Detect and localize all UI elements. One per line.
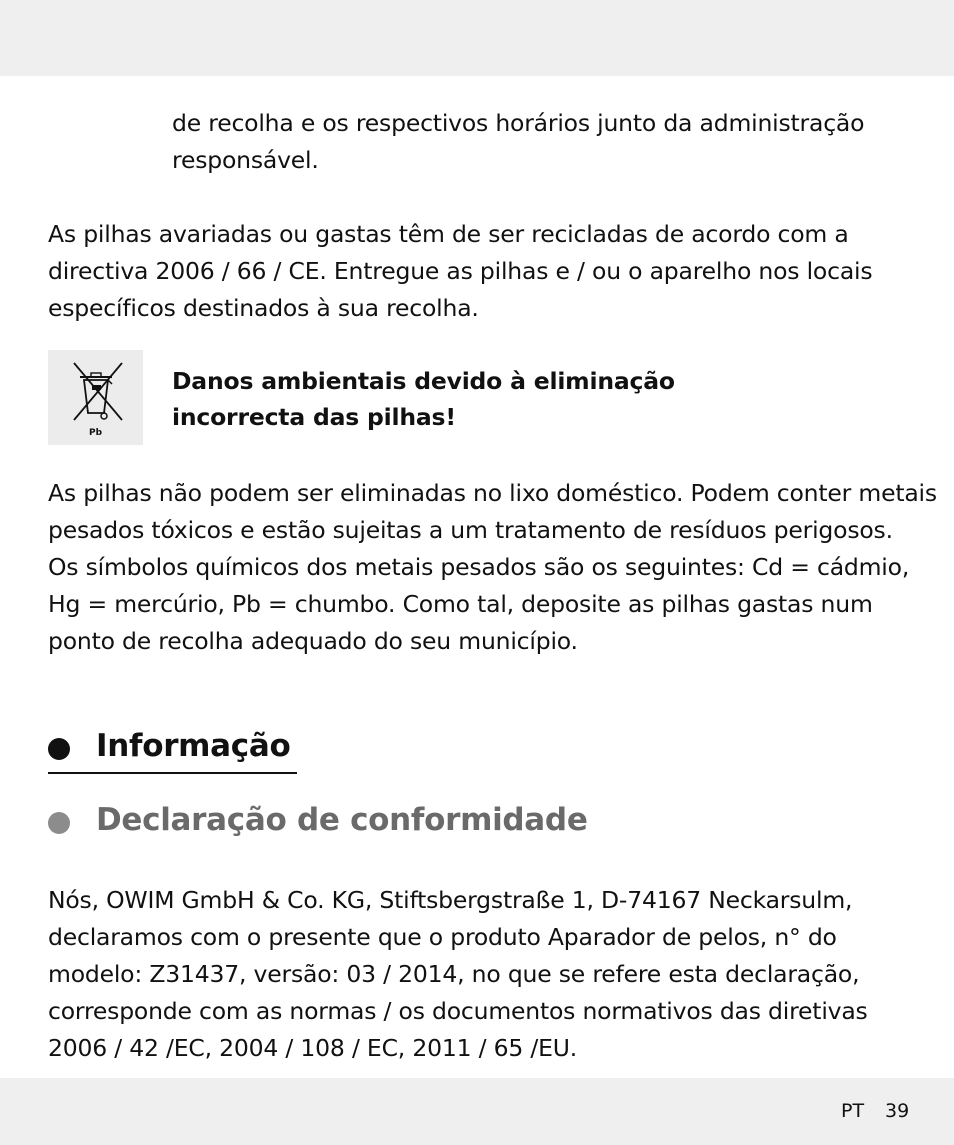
text-line: modelo: Z31437, versão: 03 / 2014, no que se refere esta declaração, xyxy=(48,960,860,988)
continuation-paragraph xyxy=(172,105,912,179)
text-line: de recolha e os respectivos horários junto da administração xyxy=(172,109,865,137)
text-line: ponto de recolha adequado do seu município. xyxy=(48,627,578,655)
declaration-heading: Declaração de conformidade xyxy=(96,802,588,838)
heading-underline xyxy=(48,772,297,774)
environmental-warning xyxy=(172,363,872,435)
text-line: Os símbolos químicos dos metais pesados são os seguintes: Cd = cádmio, xyxy=(48,553,910,581)
header-band xyxy=(0,0,954,76)
section-bullet-icon xyxy=(48,738,70,760)
text-line: corresponde com as normas / os documentos normativos das diretivas xyxy=(48,997,868,1025)
text-line: directiva 2006 / 66 / CE. Entregue as pilhas e / ou o aparelho nos locais xyxy=(48,257,873,285)
declaration-paragraph xyxy=(48,882,928,1067)
text-line: responsável. xyxy=(172,146,319,174)
page-number: 39 xyxy=(885,1100,910,1122)
crossed-out-wheelie-bin-icon xyxy=(48,350,143,445)
footer-band xyxy=(0,1078,954,1145)
text-line: Nós, OWIM GmbH & Co. KG, Stiftsbergstraße 1, D-74167 Neckarsulm, xyxy=(48,886,853,914)
warning-line: incorrecta das pilhas! xyxy=(172,403,456,431)
heavy-metals-paragraph xyxy=(48,475,937,660)
subsection-bullet-icon xyxy=(48,812,70,834)
text-line: específicos destinados à sua recolha. xyxy=(48,294,479,322)
text-line: As pilhas não podem ser eliminadas no lixo doméstico. Podem conter metais xyxy=(48,479,937,507)
text-line: Hg = mercúrio, Pb = chumbo. Como tal, deposite as pilhas gastas num xyxy=(48,590,873,618)
text-line: pesados tóxicos e estão sujeitas a um tratamento de resíduos perigosos. xyxy=(48,516,893,544)
battery-recycling-paragraph xyxy=(48,216,918,327)
text-line: As pilhas avariadas ou gastas têm de ser recicladas de acordo com a xyxy=(48,220,849,248)
footer-language: PT xyxy=(841,1100,865,1122)
pb-label: Pb xyxy=(88,428,103,438)
text-line: declaramos com o presente que o produto Aparador de pelos, n° do xyxy=(48,923,837,951)
information-heading: Informação xyxy=(96,728,291,764)
warning-line: Danos ambientais devido à eliminação xyxy=(172,367,675,395)
text-line: 2006 / 42 /EC, 2004 / 108 / EC, 2011 / 65 /EU. xyxy=(48,1034,577,1062)
